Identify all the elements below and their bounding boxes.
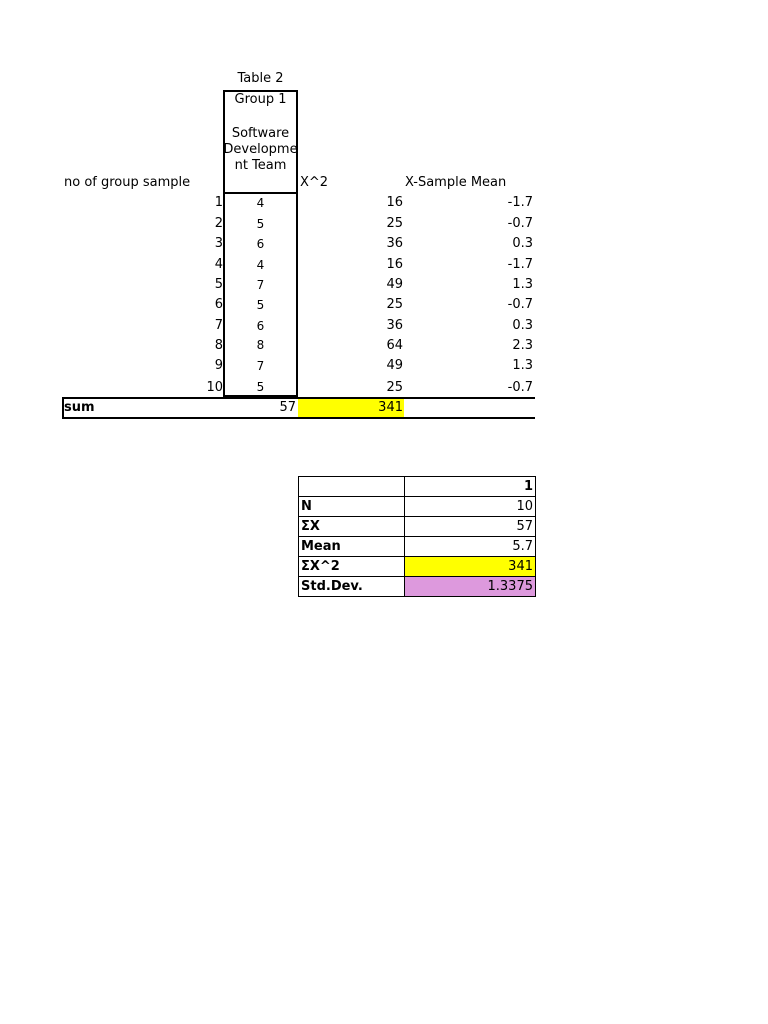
group-header-line1: Group 1	[234, 92, 287, 107]
cell-n: 5	[214, 277, 223, 292]
cell-dev: -0.7	[507, 216, 533, 231]
cell-n: 7	[214, 318, 223, 333]
table-row	[299, 537, 536, 557]
cell-dev: 1.3	[512, 277, 533, 292]
cell-x2: 36	[386, 318, 403, 333]
summary-value: 10	[405, 497, 536, 517]
cell-x: 6	[256, 319, 265, 333]
cell-x2: 36	[386, 236, 403, 251]
cell-n: 6	[214, 297, 223, 312]
cell-x2: 64	[386, 338, 403, 353]
table-row	[299, 497, 536, 517]
col-label-sample: no of group sample	[64, 175, 191, 190]
summary-value-highlight: 341	[405, 557, 536, 577]
cell-dev: 2.3	[512, 338, 533, 353]
cell-n: 2	[214, 216, 223, 231]
cell-x: 5	[256, 380, 265, 394]
cell-dev: -0.7	[507, 297, 533, 312]
group-header-line4: nt Team	[234, 158, 287, 173]
col-label-xmean: X-Sample Mean	[405, 175, 507, 190]
summary-key: ΣX^2	[299, 557, 405, 577]
cell-dev: 1.3	[512, 358, 533, 373]
cell-n: 9	[214, 358, 223, 373]
sum-label: sum	[64, 400, 95, 415]
table-row	[299, 517, 536, 537]
table-title: Table 2	[237, 71, 284, 86]
summary-value: 5.7	[405, 537, 536, 557]
table-row	[299, 557, 536, 577]
cell-n: 4	[214, 257, 223, 272]
summary-key: Std.Dev.	[299, 577, 405, 597]
cell-x2: 49	[386, 277, 403, 292]
cell-x: 8	[256, 338, 265, 352]
group-header-line2: Software	[231, 126, 290, 141]
summary-key: Mean	[299, 537, 405, 557]
cell-x: 4	[256, 196, 265, 210]
cell-dev: -1.7	[507, 195, 533, 210]
summary-table	[298, 476, 536, 597]
cell-n: 10	[206, 380, 223, 395]
summary-header: 1	[405, 477, 536, 497]
cell-dev: -1.7	[507, 257, 533, 272]
summary-value: 57	[405, 517, 536, 537]
summary-key: ΣX	[299, 517, 405, 537]
cell-dev: 0.3	[512, 318, 533, 333]
cell-dev: -0.7	[507, 380, 533, 395]
summary-key: N	[299, 497, 405, 517]
summary-value-stddev: 1.3375	[405, 577, 536, 597]
col-label-x2: X^2	[300, 175, 329, 190]
cell-x2: 25	[386, 297, 403, 312]
sum-x2: 341	[378, 400, 403, 415]
cell-x: 5	[256, 217, 265, 231]
summary-header-blank	[299, 477, 405, 497]
cell-x2: 49	[386, 358, 403, 373]
cell-x: 7	[256, 278, 265, 292]
cell-x2: 25	[386, 380, 403, 395]
cell-x: 6	[256, 237, 265, 251]
cell-x2: 16	[386, 257, 403, 272]
cell-x: 5	[256, 298, 265, 312]
table-row	[299, 577, 536, 597]
group-header-line3: Developme	[223, 142, 298, 157]
sum-row	[62, 397, 535, 419]
cell-x: 7	[256, 359, 265, 373]
cell-x2: 16	[386, 195, 403, 210]
cell-x2: 25	[386, 216, 403, 231]
cell-n: 8	[214, 338, 223, 353]
cell-x: 4	[256, 258, 265, 272]
table-row	[299, 477, 536, 497]
sum-x: 57	[279, 400, 296, 415]
cell-dev: 0.3	[512, 236, 533, 251]
cell-n: 1	[214, 195, 223, 210]
cell-n: 3	[214, 236, 223, 251]
